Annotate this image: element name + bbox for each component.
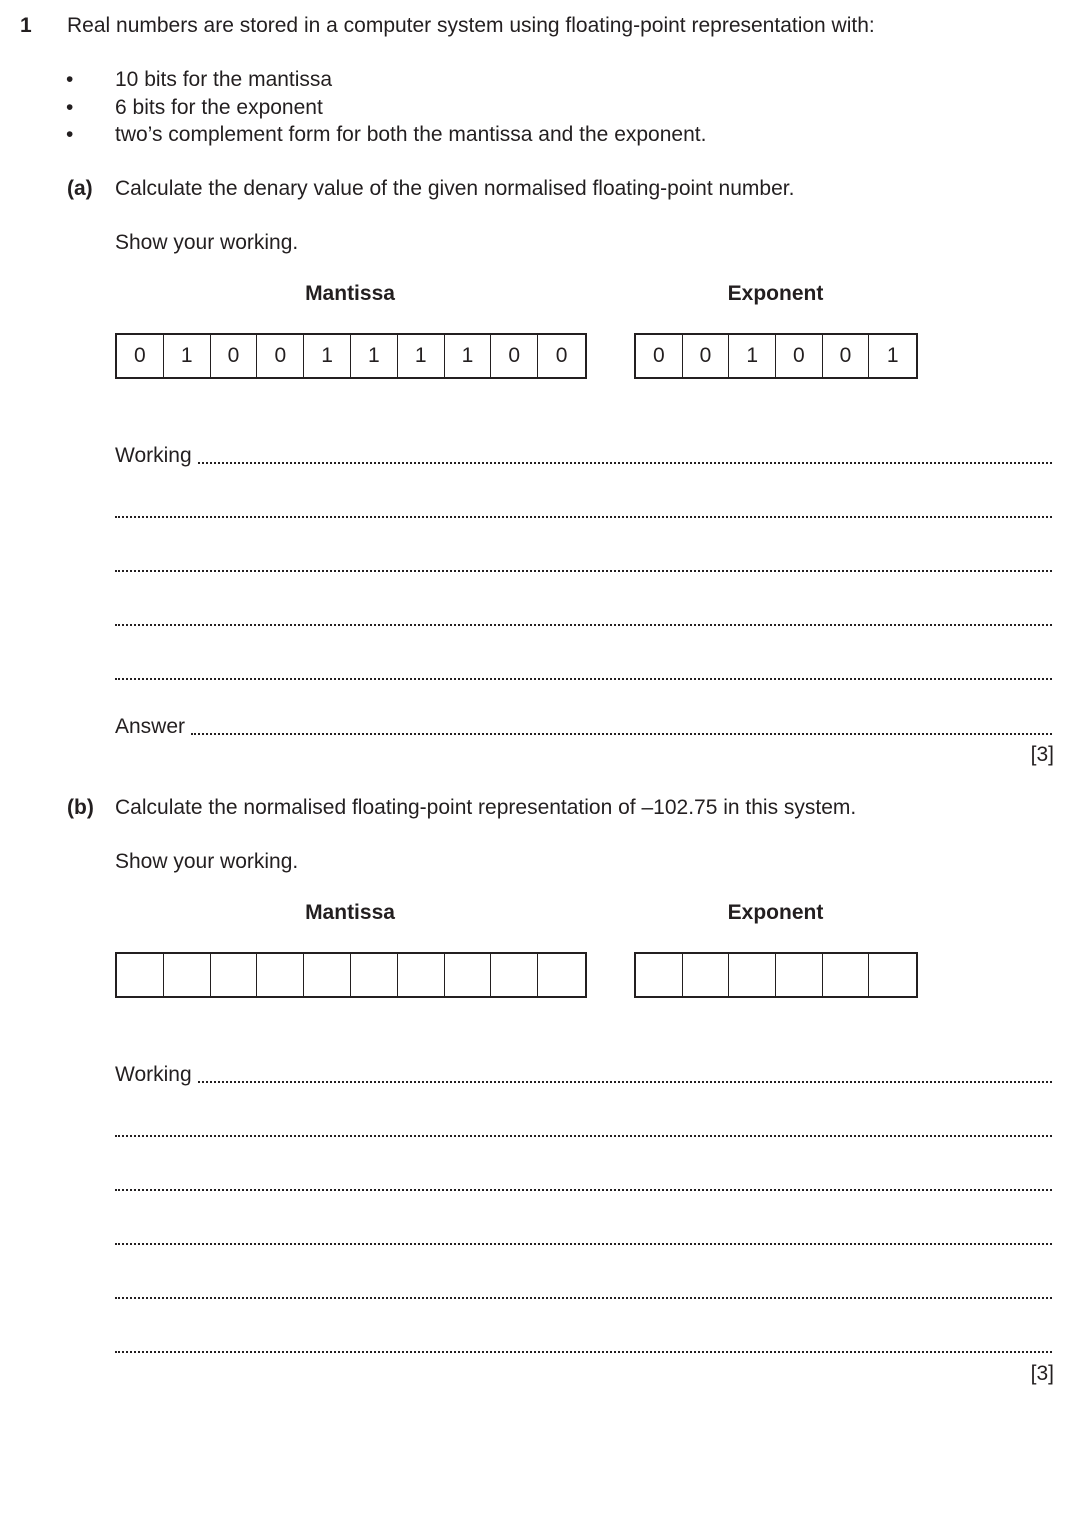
- part-b-working-line[interactable]: [115, 1225, 1052, 1249]
- part-a-working-line[interactable]: [115, 444, 1052, 468]
- answer-dotted-line: [115, 516, 1052, 518]
- part-a-marks: [3]: [1030, 743, 1054, 766]
- part-b-working-line[interactable]: [115, 1117, 1052, 1141]
- exponent-bit: 1: [886, 344, 899, 367]
- answer-dotted-line: [115, 1189, 1052, 1191]
- question-number: 1: [20, 14, 32, 37]
- bullet-icon: •: [66, 96, 74, 119]
- part-b-working-line[interactable]: [115, 1333, 1052, 1357]
- part-a-working-line[interactable]: [115, 498, 1052, 522]
- mantissa-bit: 0: [211, 335, 258, 377]
- mantissa-bit: 0: [491, 335, 538, 377]
- mantissa-bit-input[interactable]: [304, 954, 351, 996]
- answer-dotted-line: [115, 1243, 1052, 1245]
- part-a-exponent-bits: [634, 333, 918, 379]
- exponent-bit: 1: [729, 335, 776, 377]
- answer-dotted-line: [191, 733, 1052, 735]
- mantissa-bit: 0: [117, 335, 164, 377]
- part-b-question: Calculate the normalised floating-point representation of –102.75 in this system.: [115, 796, 857, 819]
- mantissa-bit: 1: [304, 335, 351, 377]
- mantissa-bit: 1: [398, 335, 445, 377]
- exponent-bit-input[interactable]: [869, 954, 916, 996]
- part-a-exponent-title: Exponent: [727, 282, 824, 305]
- part-b-working-line[interactable]: [115, 1279, 1052, 1303]
- mantissa-bit: 1: [164, 335, 211, 377]
- mantissa-bit: 0: [257, 335, 304, 377]
- bullet-exponent-bits: 6 bits for the exponent: [115, 96, 323, 119]
- mantissa-bit: 1: [351, 335, 398, 377]
- mantissa-bit: 0: [555, 344, 568, 367]
- mantissa-bit-input[interactable]: [257, 954, 304, 996]
- answer-dotted-line: [115, 1351, 1052, 1353]
- part-b-working-line[interactable]: [115, 1063, 1052, 1087]
- part-a-working-line[interactable]: [115, 606, 1052, 630]
- exponent-bit: 0: [823, 335, 870, 377]
- mantissa-bit-input[interactable]: [164, 954, 211, 996]
- part-b-mantissa-bits[interactable]: [115, 952, 587, 998]
- part-b-label: (b): [67, 796, 94, 819]
- part-a-working-line[interactable]: [115, 660, 1052, 684]
- part-b-exponent-title: Exponent: [727, 901, 824, 924]
- working-label: Working: [115, 1063, 192, 1086]
- part-a-mantissa-bits: [115, 333, 587, 379]
- exponent-bit: 0: [636, 335, 683, 377]
- bullet-twos-complement: two’s complement form for both the mantissa and the exponent.: [115, 123, 707, 146]
- answer-dotted-line: [115, 1297, 1052, 1299]
- part-a-working-line[interactable]: [115, 552, 1052, 576]
- part-b-exponent-bits[interactable]: [634, 952, 918, 998]
- mantissa-bit-input[interactable]: [117, 954, 164, 996]
- part-a-answer-line[interactable]: [115, 715, 1052, 739]
- bullet-icon: •: [66, 123, 74, 146]
- mantissa-bit-input[interactable]: [538, 954, 585, 996]
- exponent-bit-input[interactable]: [823, 954, 870, 996]
- bullet-icon: •: [66, 68, 74, 91]
- mantissa-bit-input[interactable]: [398, 954, 445, 996]
- answer-dotted-line: [115, 570, 1052, 572]
- mantissa-bit-input[interactable]: [211, 954, 258, 996]
- exponent-bit-input[interactable]: [683, 954, 730, 996]
- exponent-bit: 0: [776, 335, 823, 377]
- answer-dotted-line: [198, 462, 1052, 464]
- part-b-marks: [3]: [1030, 1362, 1054, 1385]
- exponent-bit: 0: [683, 335, 730, 377]
- answer-dotted-line: [198, 1081, 1052, 1083]
- part-b-mantissa-title: Mantissa: [305, 901, 395, 924]
- part-a-label: (a): [67, 177, 93, 200]
- mantissa-bit-input[interactable]: [445, 954, 492, 996]
- answer-dotted-line: [115, 624, 1052, 626]
- exponent-bit-input[interactable]: [729, 954, 776, 996]
- question-intro: Real numbers are stored in a computer system using floating-point representation with:: [67, 14, 875, 37]
- part-b-working-line[interactable]: [115, 1171, 1052, 1195]
- part-b-instruction: Show your working.: [115, 850, 299, 873]
- answer-dotted-line: [115, 678, 1052, 680]
- exponent-bit-input[interactable]: [776, 954, 823, 996]
- answer-label: Answer: [115, 715, 186, 738]
- mantissa-bit-input[interactable]: [491, 954, 538, 996]
- mantissa-bit-input[interactable]: [351, 954, 398, 996]
- working-label: Working: [115, 444, 192, 467]
- part-a-instruction: Show your working.: [115, 231, 299, 254]
- mantissa-bit: 1: [445, 335, 492, 377]
- answer-dotted-line: [115, 1135, 1052, 1137]
- part-a-mantissa-title: Mantissa: [305, 282, 395, 305]
- bullet-mantissa-bits: 10 bits for the mantissa: [115, 68, 333, 91]
- part-a-question: Calculate the denary value of the given normalised floating-point number.: [115, 177, 795, 200]
- exponent-bit-input[interactable]: [636, 954, 683, 996]
